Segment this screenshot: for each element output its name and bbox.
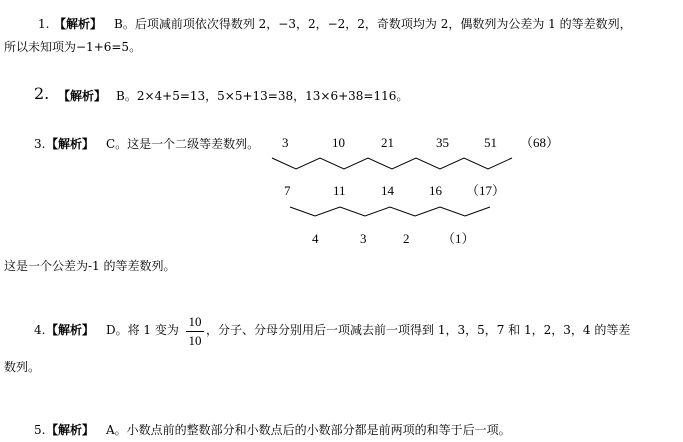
q3-row2-term: 7 (284, 183, 291, 198)
q3-row3-term: 2 (403, 231, 410, 246)
zigzag-line-2 (290, 207, 490, 216)
q5-text: A。小数点前的整数部分和小数点后的小数部分都是前两项的和等于后一项。 (106, 423, 511, 437)
q5-tag: 【解析】 (46, 423, 95, 437)
zigzag-line-1 (272, 158, 512, 169)
q3-conclusion: 这是一个公差为-1 的等差数列。 (4, 259, 176, 273)
q2-tag: 【解析】 (58, 89, 107, 103)
q3-row1-term: 35 (436, 135, 449, 150)
q2-number: 2. (34, 84, 50, 103)
fraction-numerator: 10 (188, 314, 202, 329)
q3-row1-term: 10 (332, 135, 345, 150)
q4-fraction (186, 314, 204, 349)
q3-row2-term: 11 (333, 183, 346, 198)
q3-row1-term: （68） (520, 135, 560, 150)
q4-text-b: ，分子、分母分别用后一项减去前一项得到 1，3，5，7 和 1，2，3，4 的等差 (206, 323, 631, 337)
q3-row2-term: 14 (381, 183, 394, 198)
q3-row1-term: 3 (282, 135, 289, 150)
q1-number: 1. (38, 17, 50, 31)
q4-text-a: D。将 1 变为 (106, 323, 179, 337)
q1-tag: 【解析】 (54, 17, 103, 31)
q3-text: C。这是一个二级等差数列。 (106, 137, 260, 151)
q4-text-line2: 数列。 (4, 360, 41, 374)
q3-row1-term: 51 (484, 135, 497, 150)
q3-row3-term: （1） (442, 231, 475, 246)
q3-row3-term: 4 (312, 231, 319, 246)
q3-tag: 【解析】 (46, 137, 95, 151)
q3-row2-term: （17） (466, 183, 506, 198)
q3-row3-term: 3 (360, 231, 367, 246)
q4-tag: 【解析】 (46, 323, 95, 337)
q5-number: 5. (34, 423, 46, 437)
q1-text-line2: 所以未知项为−1+6=5。 (4, 40, 142, 54)
q3-number: 3. (34, 137, 46, 151)
fraction-bar (186, 331, 204, 332)
q4-number: 4. (34, 323, 46, 337)
q2-text: B。2×4+5=13，5×5+13=38，13×6+38=116。 (116, 89, 409, 103)
q1-text-line1: B。后项减前项依次得数列 2，−3，2，−2，2，奇数项均为 2，偶数列为公差为 1 的等差数列， (114, 17, 632, 31)
fraction-denominator: 10 (188, 333, 202, 348)
q3-row2-term: 16 (429, 183, 442, 198)
q3-row1-term: 21 (381, 135, 394, 150)
